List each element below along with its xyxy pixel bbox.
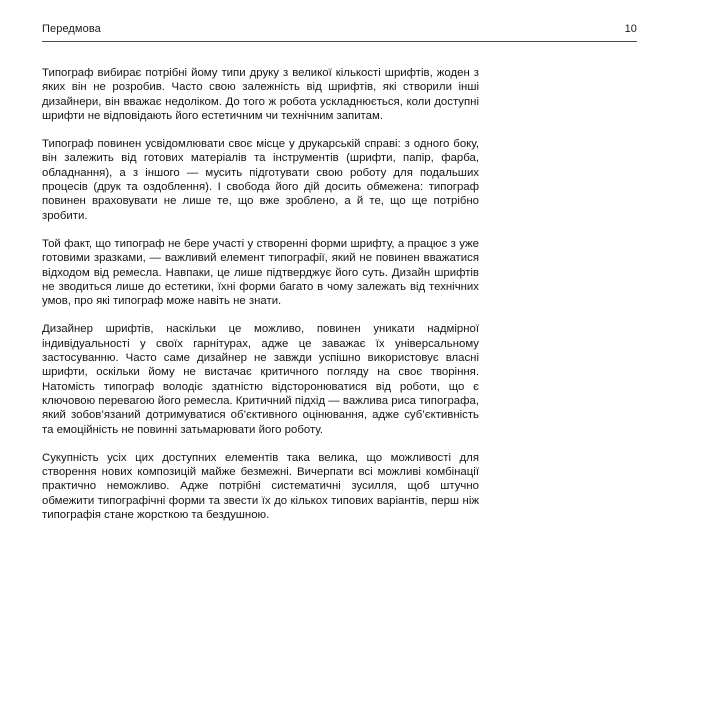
paragraph: Типограф вибирає потрібні йому типи друку з великої кількості шрифтів, жоден з яких він не розробив. Часто свою залежність від шрифтів, які створили інші дизайнери, він вважає недоліком. До того ж робота ускладнюється, коли доступні шрифти не відповідають його естетичним чи технічним запитам. xyxy=(42,67,479,122)
paragraph: Типограф повинен усвідомлювати своє місце у друкарській справі: з одного боку, він залежить від готових матеріалів та інструментів (шрифти, папір, фарба, обладнання), а з іншого — мусить підготувати свою роботу для подальших процесів (друк та оздоблення). І свобода його дій досить обмежена: типограф повинен враховувати не лише те, що вже зроблено, а й те, що ще потрібно зробити. xyxy=(42,138,479,222)
running-head: Передмова xyxy=(42,23,101,35)
paragraph: Дизайнер шрифтів, наскільки це можливо, повинен уникати надмірної індивідуальності у своїх гарнітурах, адже це заважає їх універсальному застосуванню. Часто саме дизайнер не завжди успішно використовує власні шрифти, оскільки йому не вистачає критичного погляду на своє творіння. Натомість типограф володіє здатністю відсторонюватися від роботи, що є ключовою перевагою його ремесла. Критичний підхід — важлива риса типографа, який зобов’язаний дотримуватися об’єктивного оцінювання, адже суб’єктивність та емоційність не повинні затьмарювати його роботу. xyxy=(42,323,479,436)
header-rule xyxy=(42,41,637,42)
paragraph: Той факт, що типограф не бере участі у створенні форми шрифту, а працює з уже готовими зразками, — важливий елемент типографії, який не повинен вважатися відходом від ремесла. Навпаки, це лише підтверджує його суть. Дизайн шрифтів не зводиться лише до естетики, їхні форми багато в чому залежать від технічних умов, про які типограф може навіть не знати. xyxy=(42,237,479,308)
page-number: 10 xyxy=(624,23,637,35)
page-header xyxy=(42,23,637,35)
body-text xyxy=(42,66,479,522)
paragraph: Сукупність усіх цих доступних елементів така велика, що можливості для створення нових композицій майже безмежні. Вичерпати всі можливі комбінації практично неможливо. Адже потрібні систематичні зусилля, щоб штучно обмежити типографічні форми та звести їх до кількох типових варіантів, перш ніж типографія стане жорсткою та бездушною. xyxy=(42,451,479,522)
